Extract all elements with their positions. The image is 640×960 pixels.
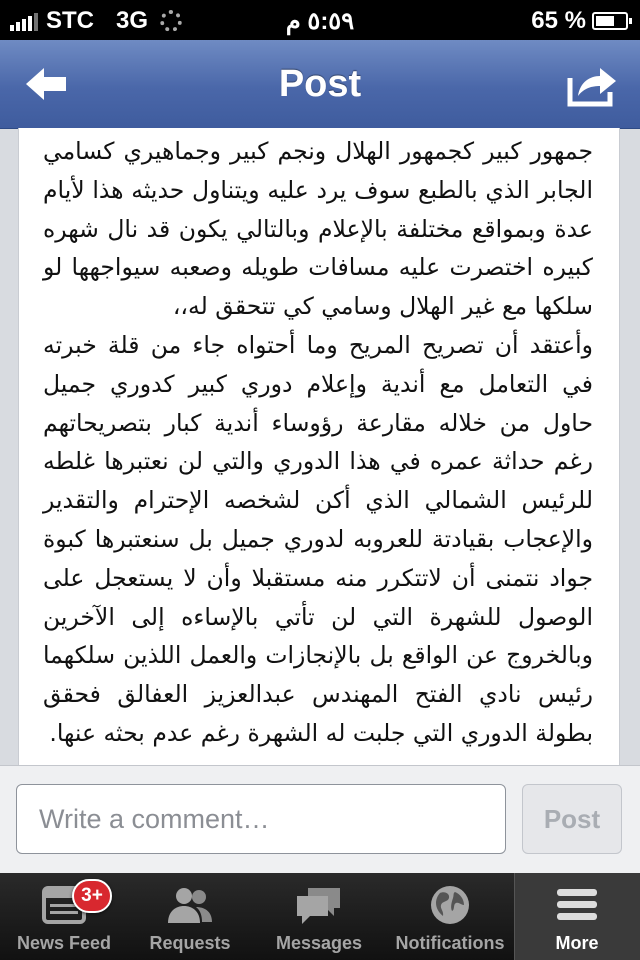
status-time: ٥:٥٩ م [285, 8, 355, 35]
tab-label: More [555, 933, 599, 953]
share-button[interactable] [566, 60, 618, 108]
tab-label: Requests [149, 933, 231, 953]
comment-bar [0, 765, 640, 874]
tab-label: Notifications [395, 933, 505, 953]
tab-news-feed[interactable] [0, 873, 128, 960]
friends-icon [166, 885, 214, 925]
notification-badge: 3+ [72, 879, 112, 913]
back-arrow-icon [22, 62, 70, 106]
battery-status [531, 7, 628, 35]
share-icon [566, 60, 618, 108]
messages-icon [294, 884, 344, 926]
tab-bar [0, 873, 640, 960]
carrier-name: STC [46, 7, 94, 34]
post-comment-button[interactable]: Post [522, 784, 622, 854]
comment-input[interactable] [16, 784, 506, 854]
post-body-text: جمهور كبير كجمهور الهلال ونجم كبير وجماهيري كسامي الجابر الذي بالطبع سوف يرد عليه ويتناول حديثه هذا لأيام عدة وبمواقع مختلفة بالإعلام وبالتالي يكون قد نال شهره كبيره اختصرت عليه مسافات طويله وصعبه سيواجهها لو سلكها مع غير الهلال وسامي كي تتحقق له،، وأعتقد أن تصريح المريح وما أحتواه جاء من قلة خبرته في التعامل مع أندية وإعلام دوري كبير كدوري جميل حاول من خلاله مقارعة رؤوساء أندية كبار بتصريحاتهم رغم حداثة عمره في هذا الدوري والتي لن نعتبرها غلطه للرئيس الشمالي الذي أكن لشخصه الإحترام والتقدير والإعجاب بقيادتة للعروبه لدوري جميل بل سنعتبرها كبوة جواد نتمنى أن لاتتكرر منه مستقبلا وأن لا يستعجل على الوصول للشهرة التي لن تأتي بالإساءه إلى الآخرين وبالخروج عن الواقع بل بالإنجازات والعمل اللذين سلكهما رئيس نادي الفتح المهندس عبدالعزيز العفالق فحقق بطولة الدوري التي جلبت له الشهرة رغم عدم بحثه عنها. [43, 137, 593, 747]
status-bar [0, 0, 640, 40]
page-title: Post [278, 63, 362, 105]
menu-icon [555, 887, 599, 923]
navigation-bar [0, 40, 640, 129]
back-button[interactable] [22, 62, 70, 106]
post-content[interactable] [18, 128, 620, 765]
globe-icon [428, 883, 472, 927]
network-type: 3G [116, 7, 149, 34]
tab-notifications[interactable] [386, 873, 514, 960]
battery-percent: 65 % [531, 7, 586, 34]
tab-label: News Feed [16, 933, 112, 953]
tab-more[interactable] [514, 873, 640, 960]
tab-label: Messages [275, 933, 363, 953]
tab-requests[interactable] [128, 873, 252, 960]
tab-messages[interactable] [252, 873, 386, 960]
battery-icon [592, 12, 628, 30]
